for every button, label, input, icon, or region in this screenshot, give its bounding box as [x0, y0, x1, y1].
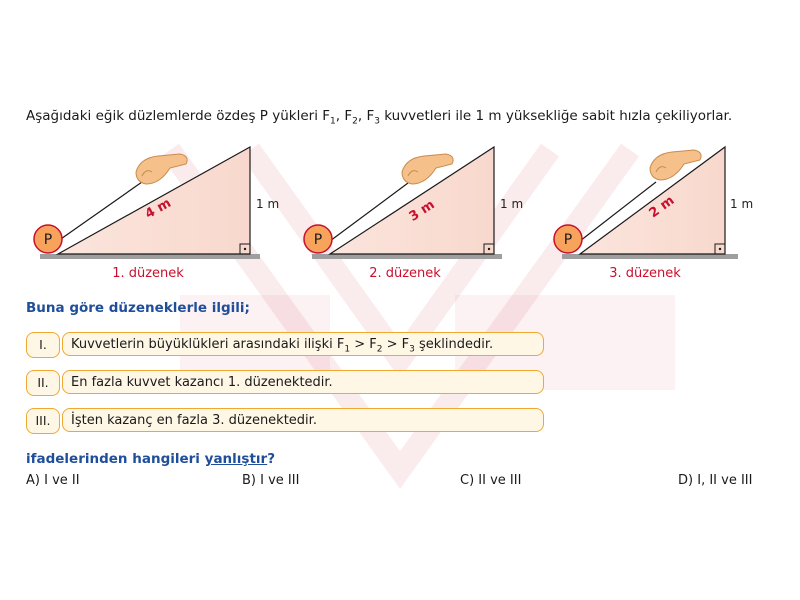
- statement-number: III.: [26, 408, 60, 434]
- setup-2: [304, 147, 523, 281]
- caption-3: 3. düzenek: [609, 266, 681, 281]
- load-label-2: P: [313, 232, 323, 248]
- slope-length-1: 4 m: [142, 195, 174, 223]
- caption-2: 2. düzenek: [369, 266, 441, 281]
- statement-text: En fazla kuvvet kazancı 1. düzenektedir.: [62, 370, 544, 394]
- option-d[interactable]: D) I, II ve III: [678, 473, 753, 488]
- ground-2: [312, 254, 502, 259]
- load-label-1: P: [43, 232, 53, 248]
- question-text: Aşağıdaki eğik düzlemlerde özdeş P yükleri $F_1$, $F_2$, $F_3$ kuvvetleri ile 1 m yüksekliğe sabit hızla çekiliyorlar.: [26, 108, 733, 127]
- inclined-planes-diagram: [0, 130, 800, 290]
- ground-3: [562, 254, 738, 259]
- caption-1: 1. düzenek: [112, 266, 184, 281]
- lead-text: Buna göre düzeneklerle ilgili;: [26, 300, 250, 316]
- slope-length-3: 2 m: [646, 193, 678, 222]
- height-label-3: 1 m: [730, 197, 754, 211]
- option-c[interactable]: C) II ve III: [460, 473, 522, 488]
- slope-length-2: 3 m: [406, 197, 438, 225]
- statement-number: I.: [26, 332, 60, 358]
- ground-1: [40, 254, 260, 259]
- hand-icon-1: [136, 154, 187, 184]
- option-b[interactable]: B) I ve III: [242, 473, 300, 488]
- ask-text: ifadelerinden hangileri yanlıştır?: [26, 451, 276, 467]
- load-label-3: P: [563, 232, 573, 248]
- statement-text: Kuvvetlerin büyüklükleri arasındaki ilişki $F_1 > F_2 > F_3$ şeklindedir.: [62, 332, 544, 356]
- setup-3: [554, 147, 753, 281]
- statement-text: İşten kazanç en fazla 3. düzenektedir.: [62, 408, 544, 432]
- statement-number: II.: [26, 370, 60, 396]
- setup-1: [34, 147, 279, 281]
- height-label-1: 1 m: [256, 197, 280, 211]
- option-a[interactable]: A) I ve II: [26, 473, 80, 488]
- height-label-2: 1 m: [500, 197, 524, 211]
